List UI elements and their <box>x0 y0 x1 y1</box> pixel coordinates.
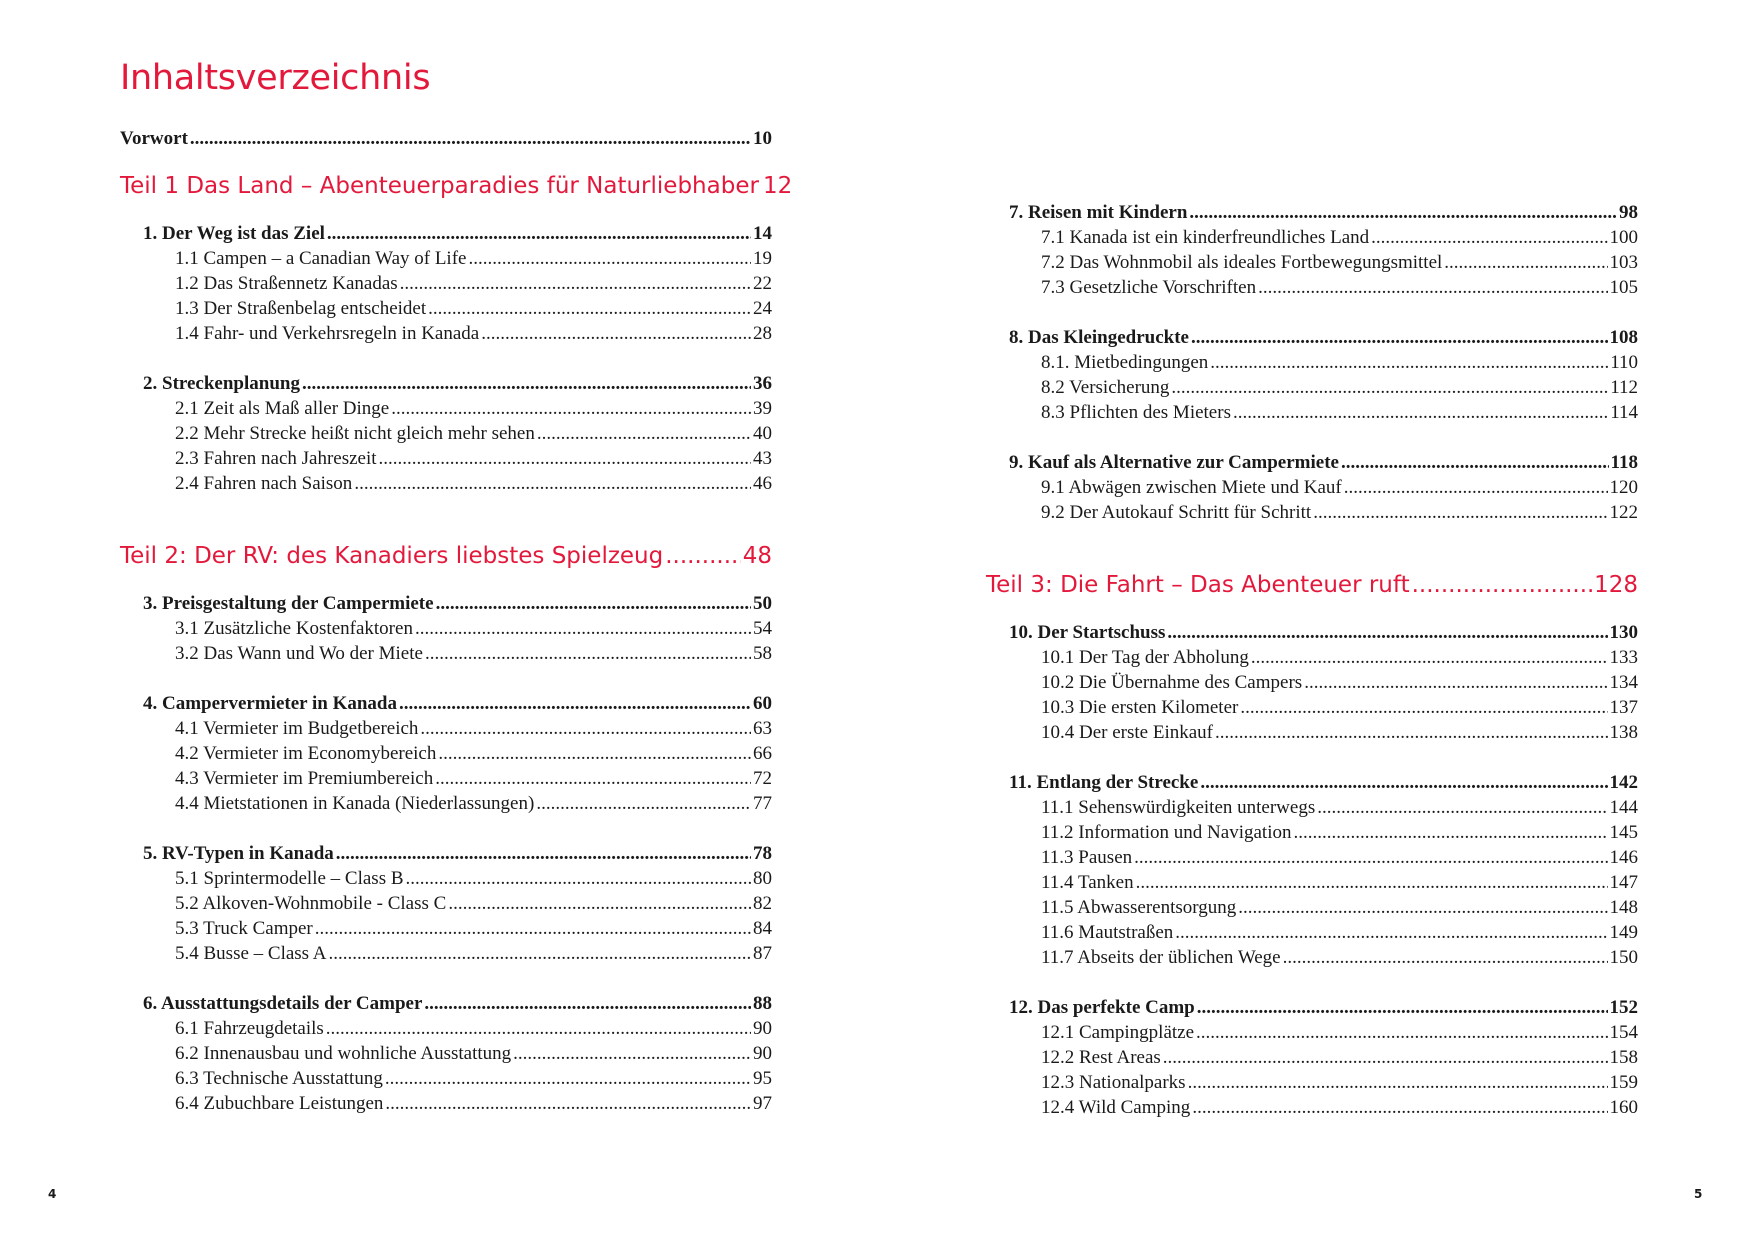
toc-section[interactable]: 6.2 Innenausbau und wohnliche Ausstattung ..... 90 <box>120 1041 772 1066</box>
toc-section[interactable]: 9.2 Der Autokauf Schritt für Schritt ..... 122 <box>986 500 1638 525</box>
toc-section[interactable]: 5.4 Busse – Class A ..... 87 <box>120 941 772 966</box>
toc-part-3[interactable]: Teil 3: Die Fahrt – Das Abenteuer ruft ..... 128 <box>986 568 1638 602</box>
toc-chapter-10[interactable]: 10. Der Startschuss ..... 130 <box>986 620 1638 645</box>
toc-chapter-9[interactable]: 9. Kauf als Alternative zur Campermiete ..... 118 <box>986 450 1638 475</box>
toc-section[interactable]: 11.7 Abseits der üblichen Wege ..... 150 <box>986 945 1638 970</box>
toc-section[interactable]: 10.1 Der Tag der Abholung ..... 133 <box>986 645 1638 670</box>
toc-section[interactable]: 3.1 Zusätzliche Kostenfaktoren ..... 54 <box>120 616 772 641</box>
toc-section[interactable]: 5.3 Truck Camper ..... 84 <box>120 916 772 941</box>
toc-section[interactable]: 4.4 Mietstationen in Kanada (Niederlassungen) ..... 77 <box>120 791 772 816</box>
toc-section[interactable]: 7.1 Kanada ist ein kinderfreundliches Land ..... 100 <box>986 225 1638 250</box>
toc-chapter-4[interactable]: 4. Campervermieter in Kanada ..... 60 <box>120 691 772 716</box>
toc-section[interactable]: 9.1 Abwägen zwischen Miete und Kauf ..... 120 <box>986 475 1638 500</box>
toc-chapter-5[interactable]: 5. RV-Typen in Kanada ..... 78 <box>120 841 772 866</box>
toc-section[interactable]: 10.2 Die Übernahme des Campers ..... 134 <box>986 670 1638 695</box>
toc-section[interactable]: 4.3 Vermieter im Premiumbereich ..... 72 <box>120 766 772 791</box>
toc-chapter-1[interactable]: 1. Der Weg ist das Ziel ..... 14 <box>120 221 772 246</box>
toc-section[interactable]: 2.1 Zeit als Maß aller Dinge ..... 39 <box>120 396 772 421</box>
toc-section[interactable]: 11.6 Mautstraßen ..... 149 <box>986 920 1638 945</box>
toc-section[interactable]: 1.3 Der Straßenbelag entscheidet ..... 24 <box>120 296 772 321</box>
toc-section[interactable]: 6.4 Zubuchbare Leistungen ..... 97 <box>120 1091 772 1116</box>
toc-left-column <box>120 126 793 1116</box>
toc-section[interactable]: 6.1 Fahrzeugdetails ..... 90 <box>120 1016 772 1041</box>
toc-section[interactable]: 12.2 Rest Areas ..... 158 <box>986 1045 1638 1070</box>
toc-chapter-7[interactable]: 7. Reisen mit Kindern ..... 98 <box>986 200 1638 225</box>
page-number-right: 5 <box>1694 1187 1703 1201</box>
toc-section[interactable]: 8.1. Mietbedingungen ..... 110 <box>986 350 1638 375</box>
toc-section[interactable]: 1.2 Das Straßennetz Kanadas ..... 22 <box>120 271 772 296</box>
toc-section[interactable]: 12.4 Wild Camping ..... 160 <box>986 1095 1638 1120</box>
toc-section[interactable]: 10.4 Der erste Einkauf ..... 138 <box>986 720 1638 745</box>
toc-section[interactable]: 10.3 Die ersten Kilometer ..... 137 <box>986 695 1638 720</box>
toc-section[interactable]: 3.2 Das Wann und Wo der Miete ..... 58 <box>120 641 772 666</box>
toc-section[interactable]: 4.2 Vermieter im Economybereich ..... 66 <box>120 741 772 766</box>
toc-chapter-8[interactable]: 8. Das Kleingedruckte ..... 108 <box>986 325 1638 350</box>
toc-section[interactable]: 8.2 Versicherung ..... 112 <box>986 375 1638 400</box>
toc-right-column <box>986 200 1638 1120</box>
toc-chapter-6[interactable]: 6. Ausstattungsdetails der Camper ..... 88 <box>120 991 772 1016</box>
toc-section[interactable]: 11.5 Abwasserentsorgung ..... 148 <box>986 895 1638 920</box>
toc-part-2[interactable]: Teil 2: Der RV: des Kanadiers liebstes Spielzeug ..... 48 <box>120 539 772 573</box>
toc-section[interactable]: 4.1 Vermieter im Budgetbereich ..... 63 <box>120 716 772 741</box>
toc-chapter-11[interactable]: 11. Entlang der Strecke ..... 142 <box>986 770 1638 795</box>
toc-section[interactable]: 2.4 Fahren nach Saison ..... 46 <box>120 471 772 496</box>
page-title: Inhaltsverzeichnis <box>120 58 431 98</box>
toc-section[interactable]: 5.2 Alkoven-Wohnmobile - Class C ..... 82 <box>120 891 772 916</box>
toc-section[interactable]: 5.1 Sprintermodelle – Class B ..... 80 <box>120 866 772 891</box>
toc-chapter-3[interactable]: 3. Preisgestaltung der Campermiete ..... 50 <box>120 591 772 616</box>
toc-section[interactable]: 8.3 Pflichten des Mieters ..... 114 <box>986 400 1638 425</box>
toc-section[interactable]: 12.3 Nationalparks ..... 159 <box>986 1070 1638 1095</box>
toc-section[interactable]: 2.3 Fahren nach Jahreszeit ..... 43 <box>120 446 772 471</box>
toc-section[interactable]: 11.4 Tanken ..... 147 <box>986 870 1638 895</box>
page-number-left: 4 <box>48 1187 57 1201</box>
toc-section[interactable]: 7.3 Gesetzliche Vorschriften ..... 105 <box>986 275 1638 300</box>
toc-section[interactable]: 1.4 Fahr- und Verkehrsregeln in Kanada ..... 28 <box>120 321 772 346</box>
toc-chapter-12[interactable]: 12. Das perfekte Camp ..... 152 <box>986 995 1638 1020</box>
toc-section[interactable]: 7.2 Das Wohnmobil als ideales Fortbewegungsmittel ..... 103 <box>986 250 1638 275</box>
toc-chapter-2[interactable]: 2. Streckenplanung ..... 36 <box>120 371 772 396</box>
toc-section[interactable]: 1.1 Campen – a Canadian Way of Life ..... 19 <box>120 246 772 271</box>
toc-part-1[interactable]: Teil 1 Das Land – Abenteuerparadies für Naturliebhaber 12 <box>120 173 793 199</box>
toc-section[interactable]: 2.2 Mehr Strecke heißt nicht gleich mehr sehen ..... 40 <box>120 421 772 446</box>
toc-section[interactable]: 6.3 Technische Ausstattung ..... 95 <box>120 1066 772 1091</box>
toc-section[interactable]: 11.2 Information und Navigation ..... 145 <box>986 820 1638 845</box>
toc-section[interactable]: 11.3 Pausen ..... 146 <box>986 845 1638 870</box>
toc-entry-vorwort[interactable]: Vorwort ..... 10 <box>120 126 772 151</box>
toc-section[interactable]: 12.1 Campingplätze ..... 154 <box>986 1020 1638 1045</box>
toc-section[interactable]: 11.1 Sehenswürdigkeiten unterwegs ..... 144 <box>986 795 1638 820</box>
